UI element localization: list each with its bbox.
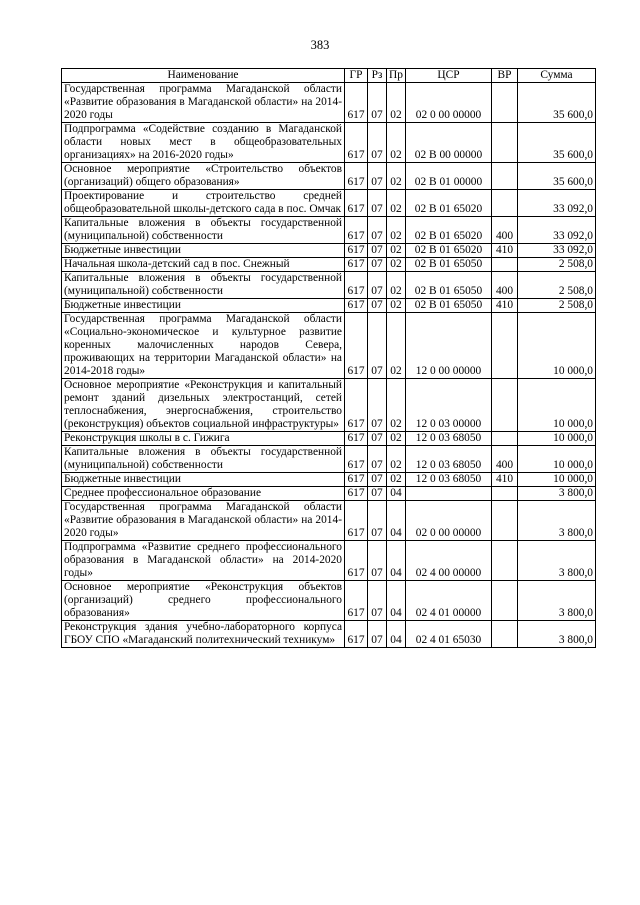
table-header-row <box>62 69 596 83</box>
table-row <box>62 487 596 501</box>
cell-csr: 02 В 01 65050 <box>406 272 492 299</box>
cell-vr <box>492 313 518 379</box>
cell-name: Бюджетные инвестиции <box>62 244 345 258</box>
header-rz: Рз <box>368 69 387 83</box>
table-row <box>62 541 596 581</box>
cell-sum: 2 508,0 <box>518 272 596 299</box>
cell-gr: 617 <box>345 446 368 473</box>
cell-rz: 07 <box>368 487 387 501</box>
cell-pr: 02 <box>387 258 406 272</box>
cell-rz: 07 <box>368 272 387 299</box>
cell-rz: 07 <box>368 244 387 258</box>
cell-name: Подпрограмма «Развитие среднего профессионального образования в Магаданской области» на 2014-2020 годы» <box>62 541 345 581</box>
table-row <box>62 190 596 217</box>
cell-pr: 04 <box>387 501 406 541</box>
cell-sum: 3 800,0 <box>518 487 596 501</box>
cell-gr: 617 <box>345 190 368 217</box>
cell-sum: 3 800,0 <box>518 501 596 541</box>
cell-vr <box>492 501 518 541</box>
cell-sum: 10 000,0 <box>518 446 596 473</box>
cell-vr: 410 <box>492 473 518 487</box>
cell-vr <box>492 541 518 581</box>
cell-rz: 07 <box>368 581 387 621</box>
cell-gr: 617 <box>345 581 368 621</box>
cell-rz: 07 <box>368 501 387 541</box>
table-row <box>62 621 596 648</box>
cell-gr: 617 <box>345 123 368 163</box>
cell-gr: 617 <box>345 432 368 446</box>
table-row <box>62 473 596 487</box>
cell-rz: 07 <box>368 473 387 487</box>
cell-vr <box>492 163 518 190</box>
cell-pr: 02 <box>387 446 406 473</box>
cell-gr: 617 <box>345 621 368 648</box>
cell-vr <box>492 432 518 446</box>
table-row <box>62 83 596 123</box>
cell-rz: 07 <box>368 446 387 473</box>
table-row <box>62 163 596 190</box>
cell-gr: 617 <box>345 217 368 244</box>
cell-name: Государственная программа Магаданской области «Развитие образования в Магаданской области» на 2014-2020 годы» <box>62 501 345 541</box>
cell-sum: 35 600,0 <box>518 123 596 163</box>
cell-vr: 410 <box>492 299 518 313</box>
cell-gr: 617 <box>345 541 368 581</box>
cell-name: Основное мероприятие «Строительство объектов (организаций) общего образования» <box>62 163 345 190</box>
cell-pr: 02 <box>387 379 406 432</box>
cell-csr: 02 В 01 00000 <box>406 163 492 190</box>
cell-csr: 02 4 01 00000 <box>406 581 492 621</box>
cell-vr <box>492 581 518 621</box>
cell-vr <box>492 123 518 163</box>
cell-name: Государственная программа Магаданской области «Социально-экономическое и культурное развитие коренных малочисленных народов Севера, проживающих на территории Магаданской области» на 2014-2018 годы» <box>62 313 345 379</box>
cell-sum: 35 600,0 <box>518 83 596 123</box>
header-vr: ВР <box>492 69 518 83</box>
header-gr: ГР <box>345 69 368 83</box>
cell-name: Основное мероприятие «Реконструкция объектов (организаций) среднего профессионального образования» <box>62 581 345 621</box>
cell-rz: 07 <box>368 258 387 272</box>
cell-pr: 02 <box>387 217 406 244</box>
cell-name: Капитальные вложения в объекты государственной (муниципальной) собственности <box>62 217 345 244</box>
table-row <box>62 446 596 473</box>
cell-sum: 33 092,0 <box>518 217 596 244</box>
cell-csr: 12 0 03 68050 <box>406 432 492 446</box>
cell-name: Реконструкция школы в с. Гижига <box>62 432 345 446</box>
cell-pr: 02 <box>387 432 406 446</box>
cell-pr: 02 <box>387 299 406 313</box>
cell-rz: 07 <box>368 217 387 244</box>
cell-name: Подпрограмма «Содействие созданию в Магаданской области новых мест в общеобразовательных организациях» на 2016-2020 годы» <box>62 123 345 163</box>
table-row <box>62 581 596 621</box>
cell-pr: 02 <box>387 244 406 258</box>
cell-csr: 02 0 00 00000 <box>406 501 492 541</box>
cell-name: Начальная школа-детский сад в пос. Снежный <box>62 258 345 272</box>
budget-table <box>61 68 596 648</box>
cell-csr: 02 В 01 65050 <box>406 258 492 272</box>
cell-vr <box>492 83 518 123</box>
cell-rz: 07 <box>368 621 387 648</box>
cell-name: Капитальные вложения в объекты государственной (муниципальной) собственности <box>62 272 345 299</box>
table-row <box>62 432 596 446</box>
cell-vr: 400 <box>492 446 518 473</box>
cell-pr: 02 <box>387 163 406 190</box>
cell-pr: 02 <box>387 83 406 123</box>
cell-name: Капитальные вложения в объекты государственной (муниципальной) собственности <box>62 446 345 473</box>
cell-name: Государственная программа Магаданской области «Развитие образования в Магаданской области» на 2014-2020 годы <box>62 83 345 123</box>
cell-name: Среднее профессиональное образование <box>62 487 345 501</box>
cell-vr <box>492 258 518 272</box>
cell-pr: 02 <box>387 123 406 163</box>
cell-gr: 617 <box>345 244 368 258</box>
cell-csr: 02 0 00 00000 <box>406 83 492 123</box>
cell-gr: 617 <box>345 473 368 487</box>
cell-vr <box>492 190 518 217</box>
header-sum: Сумма <box>518 69 596 83</box>
header-name: Наименование <box>62 69 345 83</box>
cell-sum: 3 800,0 <box>518 581 596 621</box>
cell-gr: 617 <box>345 379 368 432</box>
cell-sum: 10 000,0 <box>518 379 596 432</box>
table-row <box>62 313 596 379</box>
cell-sum: 35 600,0 <box>518 163 596 190</box>
cell-rz: 07 <box>368 163 387 190</box>
cell-gr: 617 <box>345 83 368 123</box>
cell-gr: 617 <box>345 258 368 272</box>
cell-vr <box>492 621 518 648</box>
cell-pr: 04 <box>387 487 406 501</box>
cell-rz: 07 <box>368 313 387 379</box>
table-row <box>62 272 596 299</box>
cell-csr: 12 0 00 00000 <box>406 313 492 379</box>
cell-sum: 33 092,0 <box>518 190 596 217</box>
cell-vr: 410 <box>492 244 518 258</box>
cell-csr: 02 4 00 00000 <box>406 541 492 581</box>
cell-rz: 07 <box>368 83 387 123</box>
cell-csr: 12 0 03 68050 <box>406 446 492 473</box>
cell-gr: 617 <box>345 299 368 313</box>
table-row <box>62 123 596 163</box>
cell-pr: 04 <box>387 541 406 581</box>
cell-sum: 10 000,0 <box>518 432 596 446</box>
table-row <box>62 379 596 432</box>
cell-csr: 12 0 03 00000 <box>406 379 492 432</box>
table-row <box>62 217 596 244</box>
cell-sum: 2 508,0 <box>518 258 596 272</box>
cell-csr: 02 В 00 00000 <box>406 123 492 163</box>
cell-rz: 07 <box>368 190 387 217</box>
cell-sum: 3 800,0 <box>518 541 596 581</box>
cell-csr: 02 В 01 65050 <box>406 299 492 313</box>
cell-name: Бюджетные инвестиции <box>62 473 345 487</box>
cell-name: Проектирование и строительство средней общеобразовательной школы-детского сада в пос. Омчак <box>62 190 345 217</box>
table-row <box>62 501 596 541</box>
cell-pr: 04 <box>387 621 406 648</box>
header-csr: ЦСР <box>406 69 492 83</box>
cell-vr: 400 <box>492 272 518 299</box>
cell-pr: 04 <box>387 581 406 621</box>
cell-pr: 02 <box>387 313 406 379</box>
cell-csr: 02 В 01 65020 <box>406 190 492 217</box>
cell-gr: 617 <box>345 487 368 501</box>
table-row <box>62 299 596 313</box>
cell-name: Основное мероприятие «Реконструкция и капитальный ремонт зданий дизельных электростанций, сетей теплоснабжения, энергоснабжения, строительство (реконструкция) объектов социальной инфраструктуры» <box>62 379 345 432</box>
cell-rz: 07 <box>368 123 387 163</box>
cell-sum: 2 508,0 <box>518 299 596 313</box>
cell-name: Реконструкция здания учебно-лабораторного корпуса ГБОУ СПО «Магаданский политехнический техникум» <box>62 621 345 648</box>
cell-rz: 07 <box>368 299 387 313</box>
cell-rz: 07 <box>368 379 387 432</box>
cell-sum: 10 000,0 <box>518 473 596 487</box>
cell-gr: 617 <box>345 501 368 541</box>
cell-vr: 400 <box>492 217 518 244</box>
cell-pr: 02 <box>387 190 406 217</box>
cell-pr: 02 <box>387 272 406 299</box>
cell-vr <box>492 487 518 501</box>
cell-sum: 33 092,0 <box>518 244 596 258</box>
cell-sum: 10 000,0 <box>518 313 596 379</box>
cell-csr: 02 4 01 65030 <box>406 621 492 648</box>
cell-rz: 07 <box>368 432 387 446</box>
cell-vr <box>492 379 518 432</box>
cell-sum: 3 800,0 <box>518 621 596 648</box>
cell-gr: 617 <box>345 313 368 379</box>
cell-gr: 617 <box>345 272 368 299</box>
page-number: 383 <box>310 38 330 52</box>
cell-csr <box>406 487 492 501</box>
cell-csr: 12 0 03 68050 <box>406 473 492 487</box>
cell-gr: 617 <box>345 163 368 190</box>
cell-csr: 02 В 01 65020 <box>406 217 492 244</box>
header-pr: Пр <box>387 69 406 83</box>
table-row <box>62 244 596 258</box>
table-row <box>62 258 596 272</box>
cell-pr: 02 <box>387 473 406 487</box>
cell-csr: 02 В 01 65020 <box>406 244 492 258</box>
cell-rz: 07 <box>368 541 387 581</box>
cell-name: Бюджетные инвестиции <box>62 299 345 313</box>
